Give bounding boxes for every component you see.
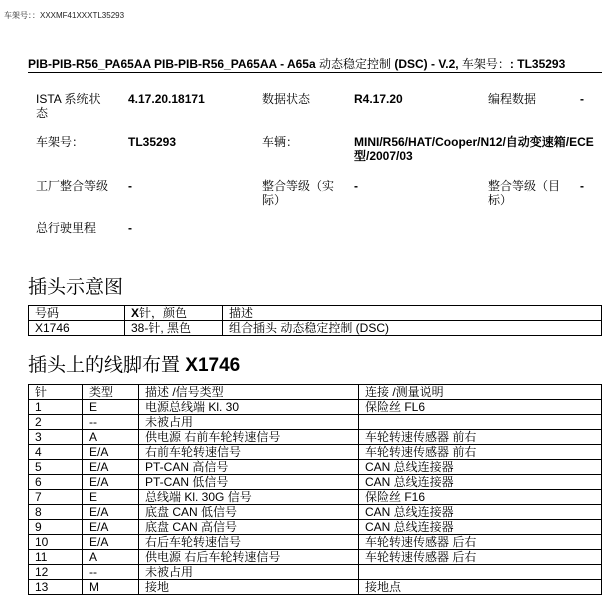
- pin-connection: 车轮转速传感器 前右: [359, 430, 602, 445]
- pin-type: E/A: [83, 460, 139, 475]
- pin-number: 1: [29, 400, 83, 415]
- pin-connection: 保险丝 FL6: [359, 400, 602, 415]
- pin-number: 6: [29, 475, 83, 490]
- pin-signal: 底盘 CAN 高信号: [139, 520, 359, 535]
- pin-type: M: [83, 580, 139, 595]
- pin-row: [29, 475, 602, 490]
- pin-header-row: [29, 385, 602, 400]
- pin-row: [29, 430, 602, 445]
- col-header-pins-rest: 针，颜色: [139, 306, 188, 320]
- col-header-type: 类型: [83, 385, 139, 400]
- pin-connection: 车轮转速传感器 后右: [359, 535, 602, 550]
- pin-number: 13: [29, 580, 83, 595]
- connector-pins-color: 38-针, 黑色: [125, 321, 223, 336]
- pin-signal: 右后车轮转速信号: [139, 535, 359, 550]
- data-status-value: R4.17.20: [354, 92, 403, 106]
- actual-level-value: -: [354, 179, 358, 193]
- pin-number: 7: [29, 490, 83, 505]
- pin-row: [29, 535, 602, 550]
- pin-signal: PT-CAN 高信号: [139, 460, 359, 475]
- pin-number: 3: [29, 430, 83, 445]
- actual-level-label: 整合等级（实际）: [262, 179, 335, 207]
- header-vin: 车架号：：XXXMF41XXXTL35293: [4, 11, 125, 20]
- pin-row: [29, 550, 602, 565]
- pin-number: 5: [29, 460, 83, 475]
- pin-signal: 底盘 CAN 低信号: [139, 505, 359, 520]
- pin-type: E/A: [83, 520, 139, 535]
- pin-signal: 总线端 Kl. 30G 信号: [139, 490, 359, 505]
- pin-connection: 车轮转速传感器 后右: [359, 550, 602, 565]
- pin-number: 4: [29, 445, 83, 460]
- pin-row: [29, 580, 602, 595]
- pin-section-title: [28, 350, 240, 377]
- pin-type: E: [83, 400, 139, 415]
- connector-description: 组合插头 动态稳定控制 (DSC): [223, 321, 602, 336]
- pin-row: [29, 490, 602, 505]
- pin-connection: [359, 415, 602, 430]
- pin-connection: 接地点: [359, 580, 602, 595]
- connector-section-title: 插头示意图: [28, 277, 124, 298]
- pin-type: E/A: [83, 535, 139, 550]
- pin-type: E/A: [83, 445, 139, 460]
- pin-row: [29, 505, 602, 520]
- title-divider: [28, 72, 602, 73]
- connector-row: [29, 321, 602, 336]
- pin-row: [29, 445, 602, 460]
- pin-row: [29, 415, 602, 430]
- ista-value: 4.17.20.18171: [128, 92, 205, 106]
- programming-label: 编程数据: [488, 92, 537, 106]
- factory-level-label: 工厂整合等级: [36, 179, 109, 193]
- vehicle-label: 车辆：: [262, 135, 299, 149]
- vehicle-value-line1: MINI/R56/HAT/Cooper/N12/自动变速箱/ECE: [354, 135, 594, 149]
- pin-connection: CAN 总线连接器: [359, 520, 602, 535]
- pin-section-title-cn: 插头上的线脚布置: [28, 355, 186, 376]
- col-header-signal: 描述 /信号类型: [139, 385, 359, 400]
- pin-type: --: [83, 565, 139, 580]
- pin-number: 8: [29, 505, 83, 520]
- pin-signal: 供电源 右后车轮转速信号: [139, 550, 359, 565]
- title-vin: : TL35293: [509, 57, 566, 71]
- mileage-label: 总行驶里程: [36, 221, 97, 235]
- target-level-label: 整合等级（目标）: [488, 179, 561, 207]
- pin-type: E: [83, 490, 139, 505]
- col-header-pin: 针: [29, 385, 83, 400]
- vin-label: 车架号：: [36, 135, 85, 149]
- pin-connection: CAN 总线连接器: [359, 505, 602, 520]
- pin-type: E/A: [83, 475, 139, 490]
- document-title: [28, 55, 602, 72]
- pin-type: A: [83, 430, 139, 445]
- col-header-description: 描述: [223, 306, 602, 321]
- col-header-connection: 连接 /测量说明: [359, 385, 602, 400]
- mileage-value: -: [128, 221, 132, 235]
- pin-number: 9: [29, 520, 83, 535]
- pin-signal: 电源总线端 Kl. 30: [139, 400, 359, 415]
- pin-signal: 右前车轮转速信号: [139, 445, 359, 460]
- pin-connection: [359, 565, 602, 580]
- pin-row: [29, 400, 602, 415]
- pin-signal: 供电源 右前车轮转速信号: [139, 430, 359, 445]
- pin-connection: 保险丝 F16: [359, 490, 602, 505]
- pin-type: --: [83, 415, 139, 430]
- pin-number: 10: [29, 535, 83, 550]
- programming-value: -: [580, 92, 584, 106]
- pin-signal: PT-CAN 低信号: [139, 475, 359, 490]
- col-header-pins-bold: X: [131, 306, 140, 320]
- pin-signal: 接地: [139, 580, 359, 595]
- pin-row: [29, 460, 602, 475]
- pin-type: E/A: [83, 505, 139, 520]
- pin-number: 11: [29, 550, 83, 565]
- col-header-number: 号码: [29, 306, 125, 321]
- pin-table: [28, 384, 602, 595]
- pin-connection: CAN 总线连接器: [359, 460, 602, 475]
- pin-signal: 未被占用: [139, 415, 359, 430]
- connector-table: [28, 305, 602, 336]
- title-mid: (DSC) - V.2,: [391, 57, 462, 71]
- data-status-label: 数据状态: [262, 92, 311, 106]
- col-header-pins-color: [125, 306, 223, 321]
- factory-level-value: -: [128, 179, 132, 193]
- vehicle-value-line2: 型/2007/03: [354, 149, 413, 163]
- title-cn2: 车架号：: [461, 57, 510, 71]
- target-level-value: -: [580, 179, 584, 193]
- connector-number: X1746: [29, 321, 125, 336]
- pin-number: 12: [29, 565, 83, 580]
- pin-signal: 未被占用: [139, 565, 359, 580]
- vin-value: TL35293: [128, 135, 177, 149]
- pin-row: [29, 565, 602, 580]
- pin-type: A: [83, 550, 139, 565]
- pin-row: [29, 520, 602, 535]
- pin-number: 2: [29, 415, 83, 430]
- title-prefix: PIB-PIB-R56_PA65AA PIB-PIB-R56_PA65AA - A65a: [28, 57, 319, 71]
- title-cn: 动态稳定控制: [318, 57, 391, 71]
- pin-connection: CAN 总线连接器: [359, 475, 602, 490]
- ista-label: ISTA 系统状态: [36, 92, 101, 120]
- pin-section-title-code: X1746: [185, 355, 241, 376]
- pin-connection: 车轮转速传感器 前右: [359, 445, 602, 460]
- connector-header-row: [29, 306, 602, 321]
